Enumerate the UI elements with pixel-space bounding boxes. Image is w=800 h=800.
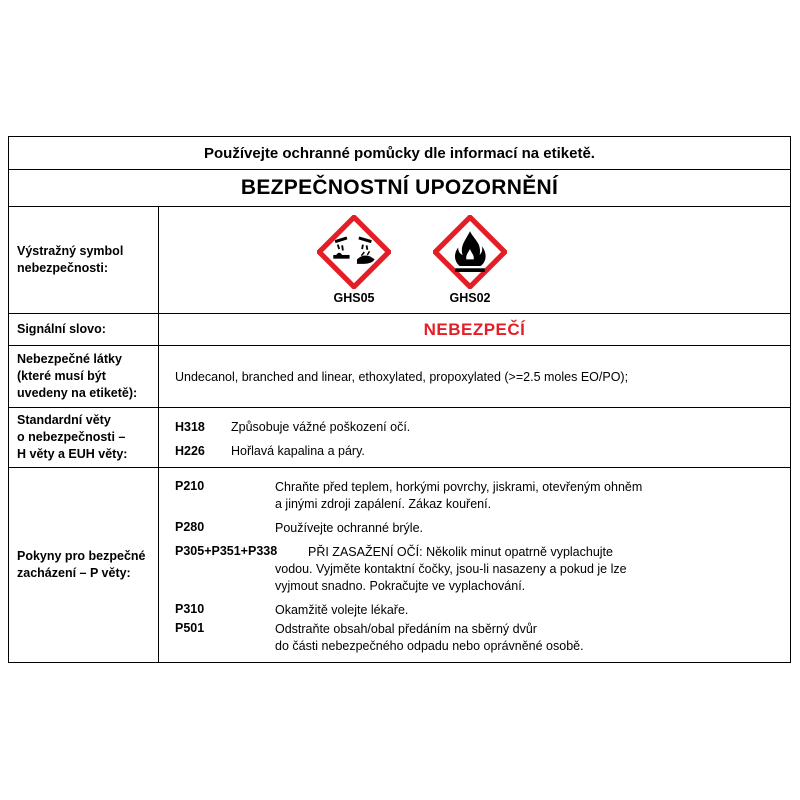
p-statement-text: Chraňte před teplem, horkými povrchy, jiskrami, otevřeným ohněm a jinými zdroji zapálení. Zákaz kouření.: [275, 480, 643, 511]
p-statement-code: P210: [175, 479, 205, 493]
p-statement-text: Používejte ochranné brýle.: [275, 521, 424, 535]
p-statement-code: P280: [175, 520, 205, 534]
h-statements-label: Standardní věty o nebezpečnosti – H věty a EUH věty:: [9, 408, 159, 467]
signal-word-row: [9, 314, 790, 346]
signal-word: NEBEZPEČÍ: [423, 319, 526, 339]
corrosion-icon: [317, 215, 391, 289]
pictogram-ghs02: GHS02: [433, 215, 507, 305]
substances-label: Nebezpečné látky (které musí být uvedeny na etiketě):: [9, 346, 159, 407]
h-statement: H226 Hořlavá kapalina a páry.: [175, 444, 365, 458]
p-statement-text: Odstraňte obsah/obal předáním na sběrný dvůr do části nebezpečného odpadu nebo oprávněné osobě.: [275, 622, 584, 653]
p-statement-code: P501: [175, 621, 205, 635]
safety-label: [8, 136, 791, 663]
p-statement-text: vodou. Vyjměte kontaktní čočky, jsou-li nasazeny a pokud je lze vyjmout snadno. Pokračujte ve vyplachování.: [275, 562, 627, 593]
p-statements-row: [9, 468, 790, 662]
flame-icon: [433, 215, 507, 289]
substances-text: Undecanol, branched and linear, ethoxylated, propoxylated (>=2.5 moles EO/PO);: [175, 369, 629, 384]
pictogram-ghs05: GHS05: [317, 215, 391, 305]
p-statement-code: P305+P351+P338: [175, 544, 278, 558]
label-title: BEZPEČNOSTNÍ UPOZORNĚNÍ: [9, 170, 790, 207]
pictograms-label: Výstražný symbol nebezpečnosti:: [9, 207, 159, 313]
substances-row: [9, 346, 790, 408]
p-statement-text: Okamžitě volejte lékaře.: [275, 603, 409, 617]
h-statement: H318 Způsobuje vážné poškození očí.: [175, 420, 411, 434]
p-statement-code: P310: [175, 602, 205, 616]
pictograms-row: [9, 207, 790, 314]
p-statement-text: PŘI ZASAŽENÍ OČÍ: Několik minut opatrně vyplachujte: [308, 545, 613, 559]
protective-equipment-notice: Používejte ochranné pomůcky dle informací na etiketě.: [9, 137, 790, 170]
signal-word-label: Signální slovo:: [9, 314, 159, 345]
h-statements-row: [9, 408, 790, 468]
p-statements-label: Pokyny pro bezpečné zacházení – P věty:: [9, 468, 159, 662]
